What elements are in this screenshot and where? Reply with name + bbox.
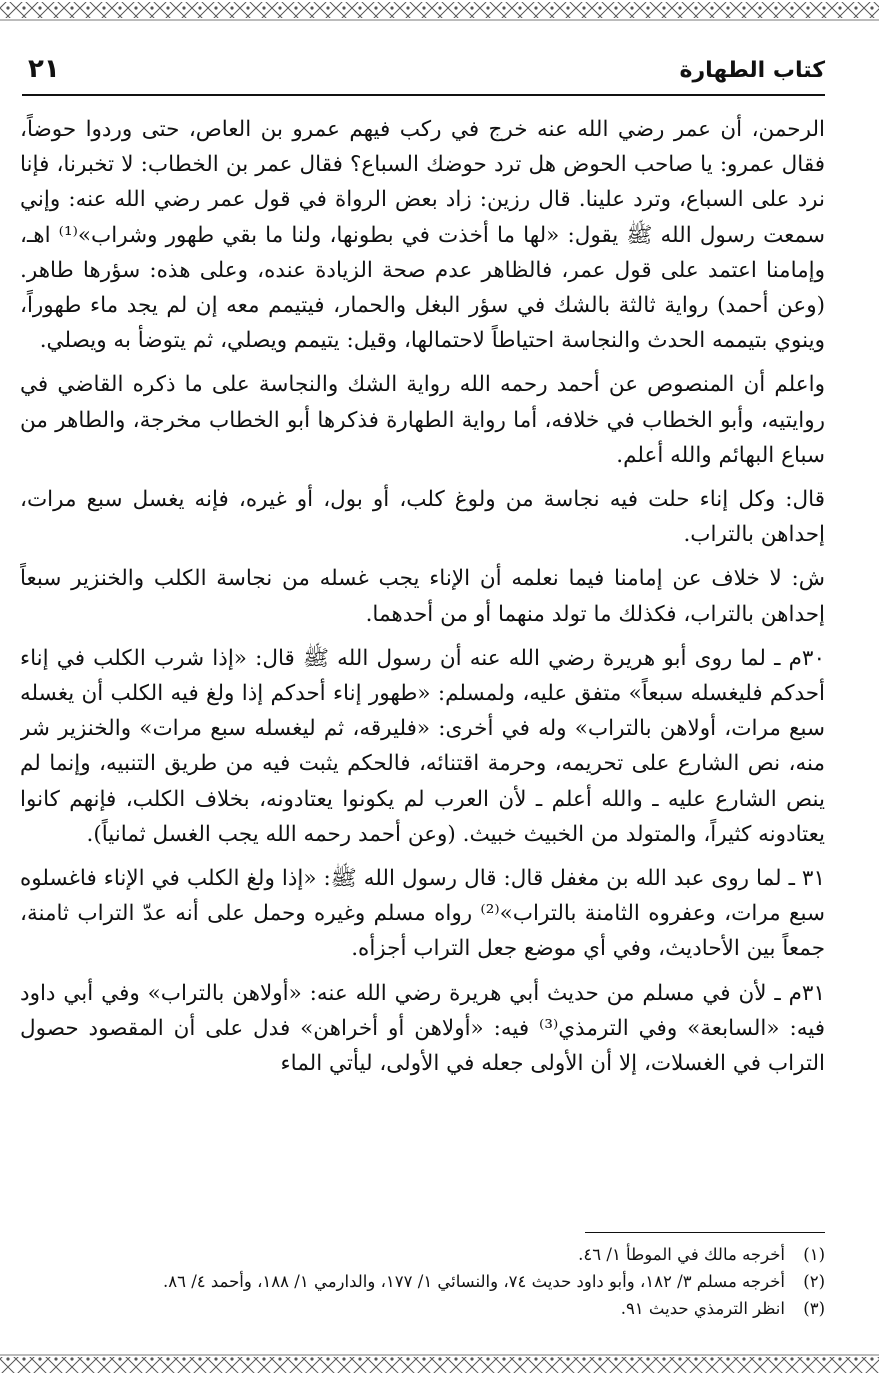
book-title: كتاب الطهارة (679, 58, 825, 83)
footnote-number: (١) (803, 1245, 825, 1264)
paragraph: ش: لا خلاف عن إمامنا فيما نعلمه أن الإناء يجب غسله من نجاسة الكلب والخنزير سبعاً إحداهن بالتراب، فكذلك ما تولد منهما أو من أحدهما. (20, 566, 825, 627)
footnote (20, 1241, 825, 1268)
body-text (20, 112, 825, 1230)
paragraph: ٣١ ـ لما روى عبد الله بن مغفل قال: قال رسول الله ﷺ: «إذا ولغ الكلب في الإناء فاغسلوه سبع مرات، وعفروه الثامنة بالتراب»⁽²⁾ رواه مسلم وغيره وحمل على أنه عدّ التراب ثامنة، جمعاً بين الأحاديث، وفي أي موضع جعل التراب أجزأه. (20, 866, 825, 962)
footnote-number: (٣) (803, 1299, 825, 1318)
footnote (20, 1295, 825, 1322)
paragraph: الرحمن، أن عمر رضي الله عنه خرج في ركب فيهم عمرو بن العاص، حتى وردوا حوضاً، فقال عمرو: يا صاحب الحوض هل ترد حوضك السباع؟ فقال عمر بن الخطاب: لا تخبرنا، فإنا نرد على السباع، وترد علينا. قال رزين: زاد بعض الرواة في قول عمر رضي الله عنه: وإني سمعت رسول الله ﷺ يقول: «لها ما أخذت في بطونها، ولنا ما بقي طهور وشراب»⁽¹⁾ اهـ، وإمامنا اعتمد على قول عمر، فالظاهر عدم صحة الزيادة عنده، وعلى هذه: سؤرها طاهر. (وعن أحمد) رواية ثالثة بالشك في سؤر البغل والحمار، فيتيمم معه إن لم يجد ماء طهوراً، وينوي بتيممه الحدث والنجاسة احتياطاً لاحتمالها، وقيل: يتيمم ويصلي، ثم يتوضأ به ويصلي. (20, 117, 825, 354)
footnote-number: (٢) (803, 1272, 825, 1291)
paragraph: ٣١م ـ لأن في مسلم من حديث أبي هريرة رضي الله عنه: «أولاهن بالتراب» وفي أبي داود فيه: «السابعة» وفي الترمذي⁽³⁾ فيه: «أولاهن أو أخراهن» فدل على أن المقصود حصول التراب في الغسلات، إلا أن الأولى جعله في الأولى، ليأتي الماء (20, 980, 825, 1077)
footnote-text: أخرجه مالك في الموطأ ١/ ٤٦. (578, 1245, 785, 1264)
footnote-text: انظر الترمذي حديث ٩١. (620, 1299, 785, 1318)
paragraph: ٣٠م ـ لما روى أبو هريرة رضي الله عنه أن رسول الله ﷺ قال: «إذا شرب الكلب في إناء أحدكم فليغسله سبعاً» متفق عليه، ولمسلم: «طهور إناء أحدكم إذا ولغ فيه الكلب أن يغسله سبع مرات، أولاهن بالتراب» وله في أخرى: «فليرقه، ثم ليغسله سبع مرات» والخنزير شر منه، نص الشارع على تحريمه، وحرمة اقتنائه، فالحكم يثبت فيه من طريق التنبيه، وإنما لم ينص الشارع عليه ـ والله أعلم ـ لأن العرب لم يكونوا يعتادونه، بخلاف الكلب، فإنهم كانوا يعتادونه كثيراً، والمتولد من الخبيث خبيث. (وعن أحمد رحمه الله يجب الغسل ثمانياً). (20, 645, 825, 847)
footnote-text: أخرجه مسلم ٣/ ١٨٢، وأبو داود حديث ٧٤، والنسائي ١/ ١٧٧، والدارمي ١/ ١٨٨، وأحمد ٤/ ٨٦. (162, 1272, 785, 1291)
footnotes-section (20, 1232, 825, 1322)
bottom-border-ornament (0, 1351, 879, 1375)
paragraph: قال: وكل إناء حلت فيه نجاسة من ولوغ كلب، أو بول، أو غيره، فإنه يغسل سبع مرات، إحداهن بالتراب. (20, 487, 825, 548)
page-number: ٢١ (28, 54, 60, 84)
paragraph: واعلم أن المنصوص عن أحمد رحمه الله رواية الشك والنجاسة على ما ذكره القاضي في روايتيه، وأبو الخطاب في خلافه، أما رواية الطهارة فذكرها أبو الخطاب مخرجة، والطاهر من سباع البهائم والله أعلم. (20, 372, 825, 468)
footnote-separator (585, 1232, 825, 1233)
top-border-ornament (0, 0, 879, 24)
page-header (22, 52, 825, 96)
footnote (20, 1268, 825, 1295)
